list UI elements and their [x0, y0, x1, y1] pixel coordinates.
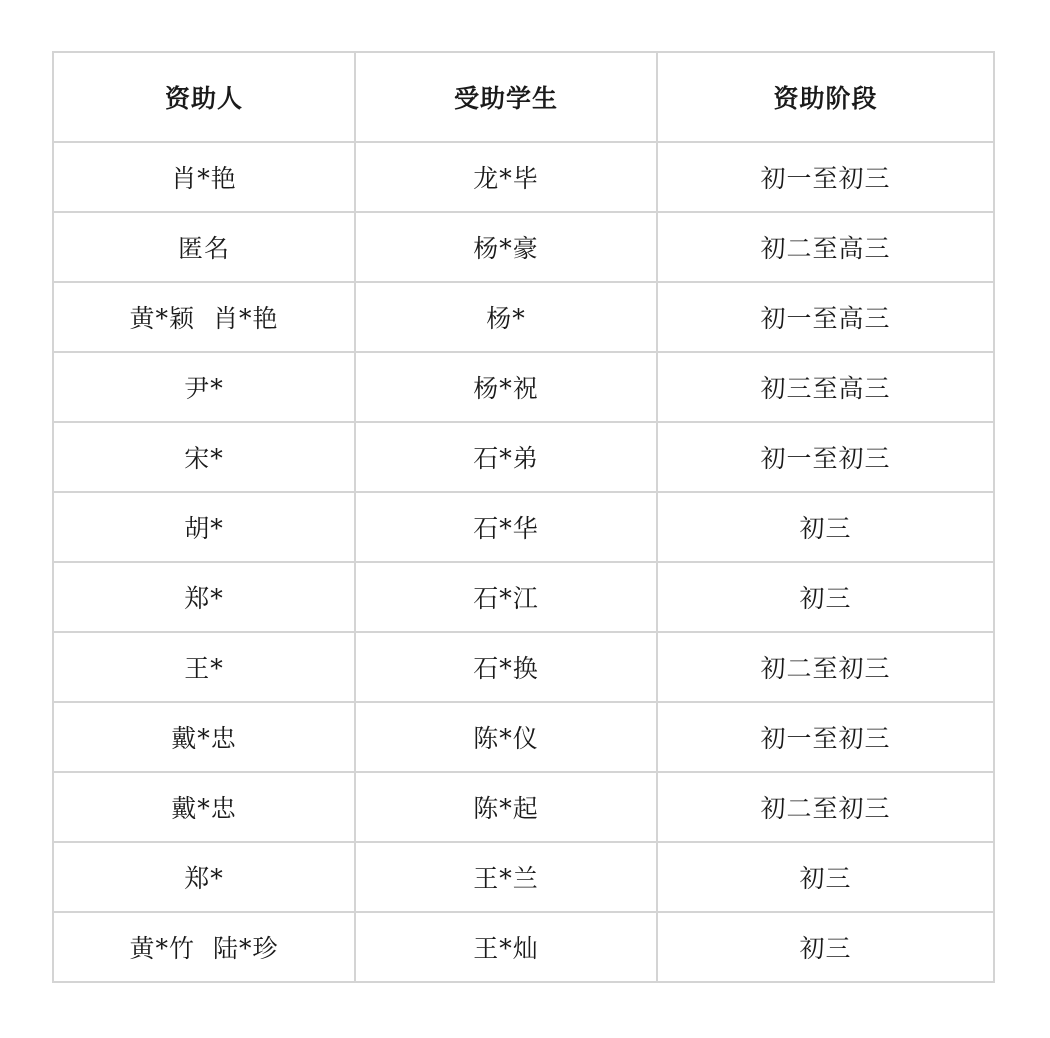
cell-stage: 初一至初三: [657, 142, 994, 212]
cell-sponsor: 戴*忠: [53, 772, 355, 842]
cell-stage: 初一至高三: [657, 282, 994, 352]
cell-stage: 初二至高三: [657, 212, 994, 282]
table-row: [53, 142, 994, 212]
cell-stage: 初三至高三: [657, 352, 994, 422]
cell-stage: 初一至初三: [657, 702, 994, 772]
header-student: 受助学生: [355, 52, 657, 142]
table-row: [53, 352, 994, 422]
cell-sponsor: 黄*竹 陆*珍: [53, 912, 355, 982]
cell-student: 杨*豪: [355, 212, 657, 282]
cell-sponsor: 肖*艳: [53, 142, 355, 212]
cell-sponsor: 王*: [53, 632, 355, 702]
cell-sponsor: 宋*: [53, 422, 355, 492]
table-row: [53, 772, 994, 842]
cell-stage: 初一至初三: [657, 422, 994, 492]
table-row: [53, 282, 994, 352]
cell-student: 王*灿: [355, 912, 657, 982]
header-stage: 资助阶段: [657, 52, 994, 142]
header-sponsor: 资助人: [53, 52, 355, 142]
table-row: [53, 912, 994, 982]
table-row: [53, 632, 994, 702]
cell-sponsor: 尹*: [53, 352, 355, 422]
cell-student: 石*江: [355, 562, 657, 632]
cell-student: 石*换: [355, 632, 657, 702]
cell-student: 杨*祝: [355, 352, 657, 422]
table-row: [53, 842, 994, 912]
table-body: [53, 142, 994, 982]
cell-sponsor: 郑*: [53, 842, 355, 912]
table-row: [53, 562, 994, 632]
sponsorship-table-container: [52, 51, 995, 983]
table-row: [53, 492, 994, 562]
cell-student: 石*弟: [355, 422, 657, 492]
table-row: [53, 422, 994, 492]
table-row: [53, 212, 994, 282]
sponsorship-table: [52, 51, 995, 983]
cell-sponsor: 匿名: [53, 212, 355, 282]
table-header-row: [53, 52, 994, 142]
cell-student: 陈*起: [355, 772, 657, 842]
cell-student: 王*兰: [355, 842, 657, 912]
cell-stage: 初二至初三: [657, 772, 994, 842]
cell-sponsor: 戴*忠: [53, 702, 355, 772]
cell-stage: 初三: [657, 562, 994, 632]
cell-stage: 初三: [657, 492, 994, 562]
cell-student: 杨*: [355, 282, 657, 352]
cell-sponsor: 郑*: [53, 562, 355, 632]
table-row: [53, 702, 994, 772]
cell-student: 石*华: [355, 492, 657, 562]
cell-stage: 初三: [657, 912, 994, 982]
cell-student: 龙*毕: [355, 142, 657, 212]
cell-sponsor: 胡*: [53, 492, 355, 562]
cell-stage: 初三: [657, 842, 994, 912]
cell-stage: 初二至初三: [657, 632, 994, 702]
cell-sponsor: 黄*颖 肖*艳: [53, 282, 355, 352]
cell-student: 陈*仪: [355, 702, 657, 772]
